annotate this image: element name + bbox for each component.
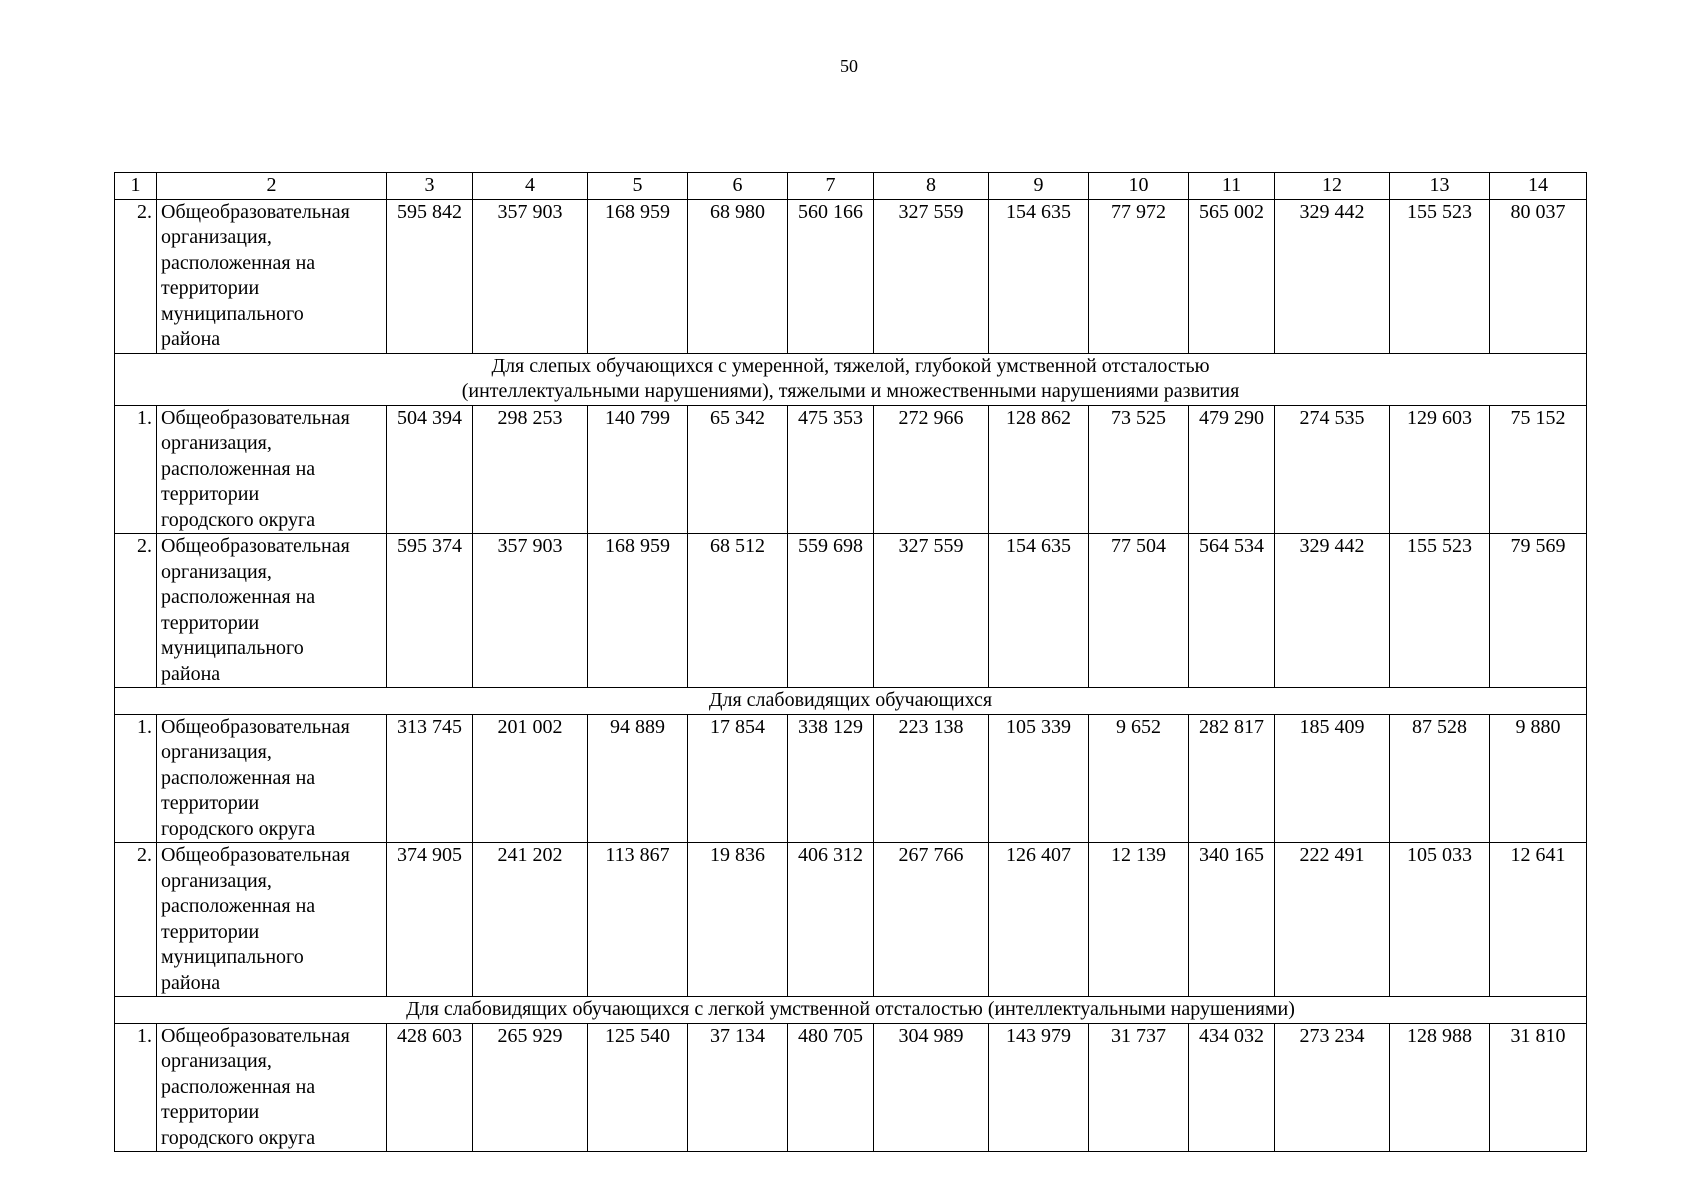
- value-cell-col-12: 329 442: [1275, 199, 1390, 353]
- value-cell-col-13: 155 523: [1390, 199, 1490, 353]
- value-cell-col-3: 428 603: [387, 1023, 473, 1152]
- value-cell-col-8: 272 966: [874, 405, 989, 534]
- row-number: 2.: [115, 199, 157, 353]
- value-cell-col-14: 80 037: [1490, 199, 1587, 353]
- organization-name: [157, 534, 387, 688]
- table-row: [115, 405, 1587, 534]
- value-cell-col-4: 298 253: [473, 405, 588, 534]
- column-number-5: 5: [588, 173, 688, 200]
- value-cell-col-11: 340 165: [1189, 843, 1275, 997]
- organization-name-line: расположенная на: [161, 1075, 316, 1098]
- value-cell-col-10: 73 525: [1089, 405, 1189, 534]
- value-cell-col-13: 155 523: [1390, 534, 1490, 688]
- value-cell-col-9: 128 862: [989, 405, 1089, 534]
- section-header-row: [115, 353, 1587, 405]
- column-number-1: 1: [115, 173, 157, 200]
- row-number: 2.: [115, 534, 157, 688]
- value-cell-col-4: 357 903: [473, 534, 588, 688]
- row-number: 1.: [115, 714, 157, 843]
- table-row: [115, 1023, 1587, 1152]
- value-cell-col-14: 12 641: [1490, 843, 1587, 997]
- value-cell-col-8: 304 989: [874, 1023, 989, 1152]
- column-number-13: 13: [1390, 173, 1490, 200]
- value-cell-col-7: 559 698: [788, 534, 874, 688]
- organization-name: [157, 714, 387, 843]
- organization-name-line: территории: [161, 483, 260, 505]
- value-cell-col-5: 168 959: [588, 534, 688, 688]
- table-row: [115, 714, 1587, 843]
- section-title-line: Для слепых обучающихся с умеренной, тяжелой, глубокой умственной отсталостью: [491, 354, 1210, 377]
- value-cell-col-13: 129 603: [1390, 405, 1490, 534]
- value-cell-col-4: 241 202: [473, 843, 588, 997]
- section-title: [115, 353, 1587, 405]
- column-number-10: 10: [1089, 173, 1189, 200]
- value-cell-col-12: 329 442: [1275, 534, 1390, 688]
- page-number: 50: [840, 56, 858, 76]
- value-cell-col-7: 560 166: [788, 199, 874, 353]
- organization-name-line: расположенная на: [161, 457, 316, 480]
- value-cell-col-8: 327 559: [874, 199, 989, 353]
- column-number-11: 11: [1189, 173, 1275, 200]
- organization-name-line: Общеобразовательная: [161, 535, 350, 557]
- organization-name-line: района: [161, 328, 221, 350]
- column-number-12: 12: [1275, 173, 1390, 200]
- table-row: [115, 199, 1587, 353]
- organization-name-line: территории: [161, 277, 260, 299]
- value-cell-col-12: 185 409: [1275, 714, 1390, 843]
- section-title: [115, 997, 1587, 1024]
- column-number-9: 9: [989, 173, 1089, 200]
- value-cell-col-6: 65 342: [688, 405, 788, 534]
- column-number-2: 2: [157, 173, 387, 200]
- value-cell-col-11: 564 534: [1189, 534, 1275, 688]
- value-cell-col-10: 31 737: [1089, 1023, 1189, 1152]
- value-cell-col-4: 357 903: [473, 199, 588, 353]
- organization-name-line: организация,: [161, 741, 272, 763]
- value-cell-col-7: 475 353: [788, 405, 874, 534]
- value-cell-col-3: 374 905: [387, 843, 473, 997]
- value-cell-col-8: 223 138: [874, 714, 989, 843]
- section-title: [115, 688, 1587, 715]
- organization-name-line: района: [161, 971, 221, 994]
- value-cell-col-6: 37 134: [688, 1023, 788, 1152]
- value-cell-col-10: 77 504: [1089, 534, 1189, 688]
- value-cell-col-14: 75 152: [1490, 405, 1587, 534]
- value-cell-col-3: 595 374: [387, 534, 473, 688]
- value-cell-col-5: 94 889: [588, 714, 688, 843]
- value-cell-col-3: 595 842: [387, 199, 473, 353]
- value-cell-col-10: 12 139: [1089, 843, 1189, 997]
- value-cell-col-4: 201 002: [473, 714, 588, 843]
- column-number-8: 8: [874, 173, 989, 200]
- value-cell-col-8: 267 766: [874, 843, 989, 997]
- organization-name-line: расположенная на: [161, 766, 316, 789]
- value-cell-col-5: 168 959: [588, 199, 688, 353]
- value-cell-col-3: 504 394: [387, 405, 473, 534]
- organization-name: [157, 199, 387, 353]
- value-cell-col-10: 9 652: [1089, 714, 1189, 843]
- organization-name-line: организация,: [161, 1050, 272, 1072]
- table-row: [115, 843, 1587, 997]
- organization-name: [157, 405, 387, 534]
- value-cell-col-5: 140 799: [588, 405, 688, 534]
- value-cell-col-10: 77 972: [1089, 199, 1189, 353]
- organization-name-line: организация,: [161, 226, 272, 248]
- column-number-6: 6: [688, 173, 788, 200]
- value-cell-col-5: 113 867: [588, 843, 688, 997]
- organization-name: [157, 843, 387, 997]
- value-cell-col-6: 68 512: [688, 534, 788, 688]
- organization-name-line: организация,: [161, 432, 272, 454]
- value-cell-col-11: 282 817: [1189, 714, 1275, 843]
- value-cell-col-3: 313 745: [387, 714, 473, 843]
- value-cell-col-4: 265 929: [473, 1023, 588, 1152]
- value-cell-col-6: 17 854: [688, 714, 788, 843]
- table-row: [115, 534, 1587, 688]
- column-number-7: 7: [788, 173, 874, 200]
- value-cell-col-7: 480 705: [788, 1023, 874, 1152]
- header-row: [115, 173, 1587, 200]
- value-cell-col-7: 338 129: [788, 714, 874, 843]
- organization-name-line: территории: [161, 920, 260, 943]
- organization-name-line: территории: [161, 1101, 260, 1123]
- value-cell-col-14: 31 810: [1490, 1023, 1587, 1152]
- value-cell-col-11: 434 032: [1189, 1023, 1275, 1152]
- organization-name-line: муниципального: [161, 637, 304, 659]
- organization-name-line: городского округа: [161, 817, 316, 840]
- organization-name-line: расположенная на: [161, 586, 316, 608]
- organization-name-line: Общеобразовательная: [161, 1024, 350, 1047]
- value-cell-col-8: 327 559: [874, 534, 989, 688]
- organization-name-line: расположенная на: [161, 251, 316, 274]
- value-cell-col-9: 105 339: [989, 714, 1089, 843]
- row-number: 2.: [115, 843, 157, 997]
- value-cell-col-9: 154 635: [989, 199, 1089, 353]
- organization-name-line: городского округа: [161, 1126, 316, 1149]
- section-header-row: [115, 997, 1587, 1024]
- value-cell-col-9: 126 407: [989, 843, 1089, 997]
- value-cell-col-6: 19 836: [688, 843, 788, 997]
- value-cell-col-14: 9 880: [1490, 714, 1587, 843]
- organization-name-line: муниципального: [161, 302, 304, 325]
- value-cell-col-11: 565 002: [1189, 199, 1275, 353]
- row-number: 1.: [115, 405, 157, 534]
- organization-name-line: Общеобразовательная: [161, 844, 350, 866]
- value-cell-col-12: 274 535: [1275, 405, 1390, 534]
- organization-name-line: организация,: [161, 560, 272, 583]
- organization-name-line: городского округа: [161, 508, 316, 531]
- value-cell-col-5: 125 540: [588, 1023, 688, 1152]
- value-cell-col-6: 68 980: [688, 199, 788, 353]
- section-header-row: [115, 688, 1587, 715]
- value-cell-col-9: 154 635: [989, 534, 1089, 688]
- organization-name-line: района: [161, 662, 221, 685]
- value-cell-col-9: 143 979: [989, 1023, 1089, 1152]
- value-cell-col-13: 105 033: [1390, 843, 1490, 997]
- column-number-14: 14: [1490, 173, 1587, 200]
- row-number: 1.: [115, 1023, 157, 1152]
- organization-name-line: Общеобразовательная: [161, 200, 350, 223]
- organization-name-line: муниципального: [161, 946, 304, 968]
- value-cell-col-14: 79 569: [1490, 534, 1587, 688]
- organization-name-line: территории: [161, 611, 260, 634]
- value-cell-col-11: 479 290: [1189, 405, 1275, 534]
- organization-name-line: расположенная на: [161, 895, 316, 917]
- column-number-4: 4: [473, 173, 588, 200]
- data-table: [114, 172, 1587, 1152]
- organization-name-line: территории: [161, 792, 260, 814]
- value-cell-col-13: 87 528: [1390, 714, 1490, 843]
- value-cell-col-12: 273 234: [1275, 1023, 1390, 1152]
- organization-name: [157, 1023, 387, 1152]
- organization-name-line: Общеобразовательная: [161, 406, 350, 429]
- value-cell-col-7: 406 312: [788, 843, 874, 997]
- organization-name-line: организация,: [161, 869, 272, 892]
- section-title-line: (интеллектуальными нарушениями), тяжелыми и множественными нарушениями развития: [461, 380, 1240, 402]
- column-number-3: 3: [387, 173, 473, 200]
- section-title-line: Для слабовидящих обучающихся с легкой умственной отсталостью (интеллектуальными нарушениями): [406, 998, 1295, 1020]
- value-cell-col-13: 128 988: [1390, 1023, 1490, 1152]
- section-title-line: Для слабовидящих обучающихся: [708, 689, 993, 711]
- value-cell-col-12: 222 491: [1275, 843, 1390, 997]
- organization-name-line: Общеобразовательная: [161, 715, 350, 738]
